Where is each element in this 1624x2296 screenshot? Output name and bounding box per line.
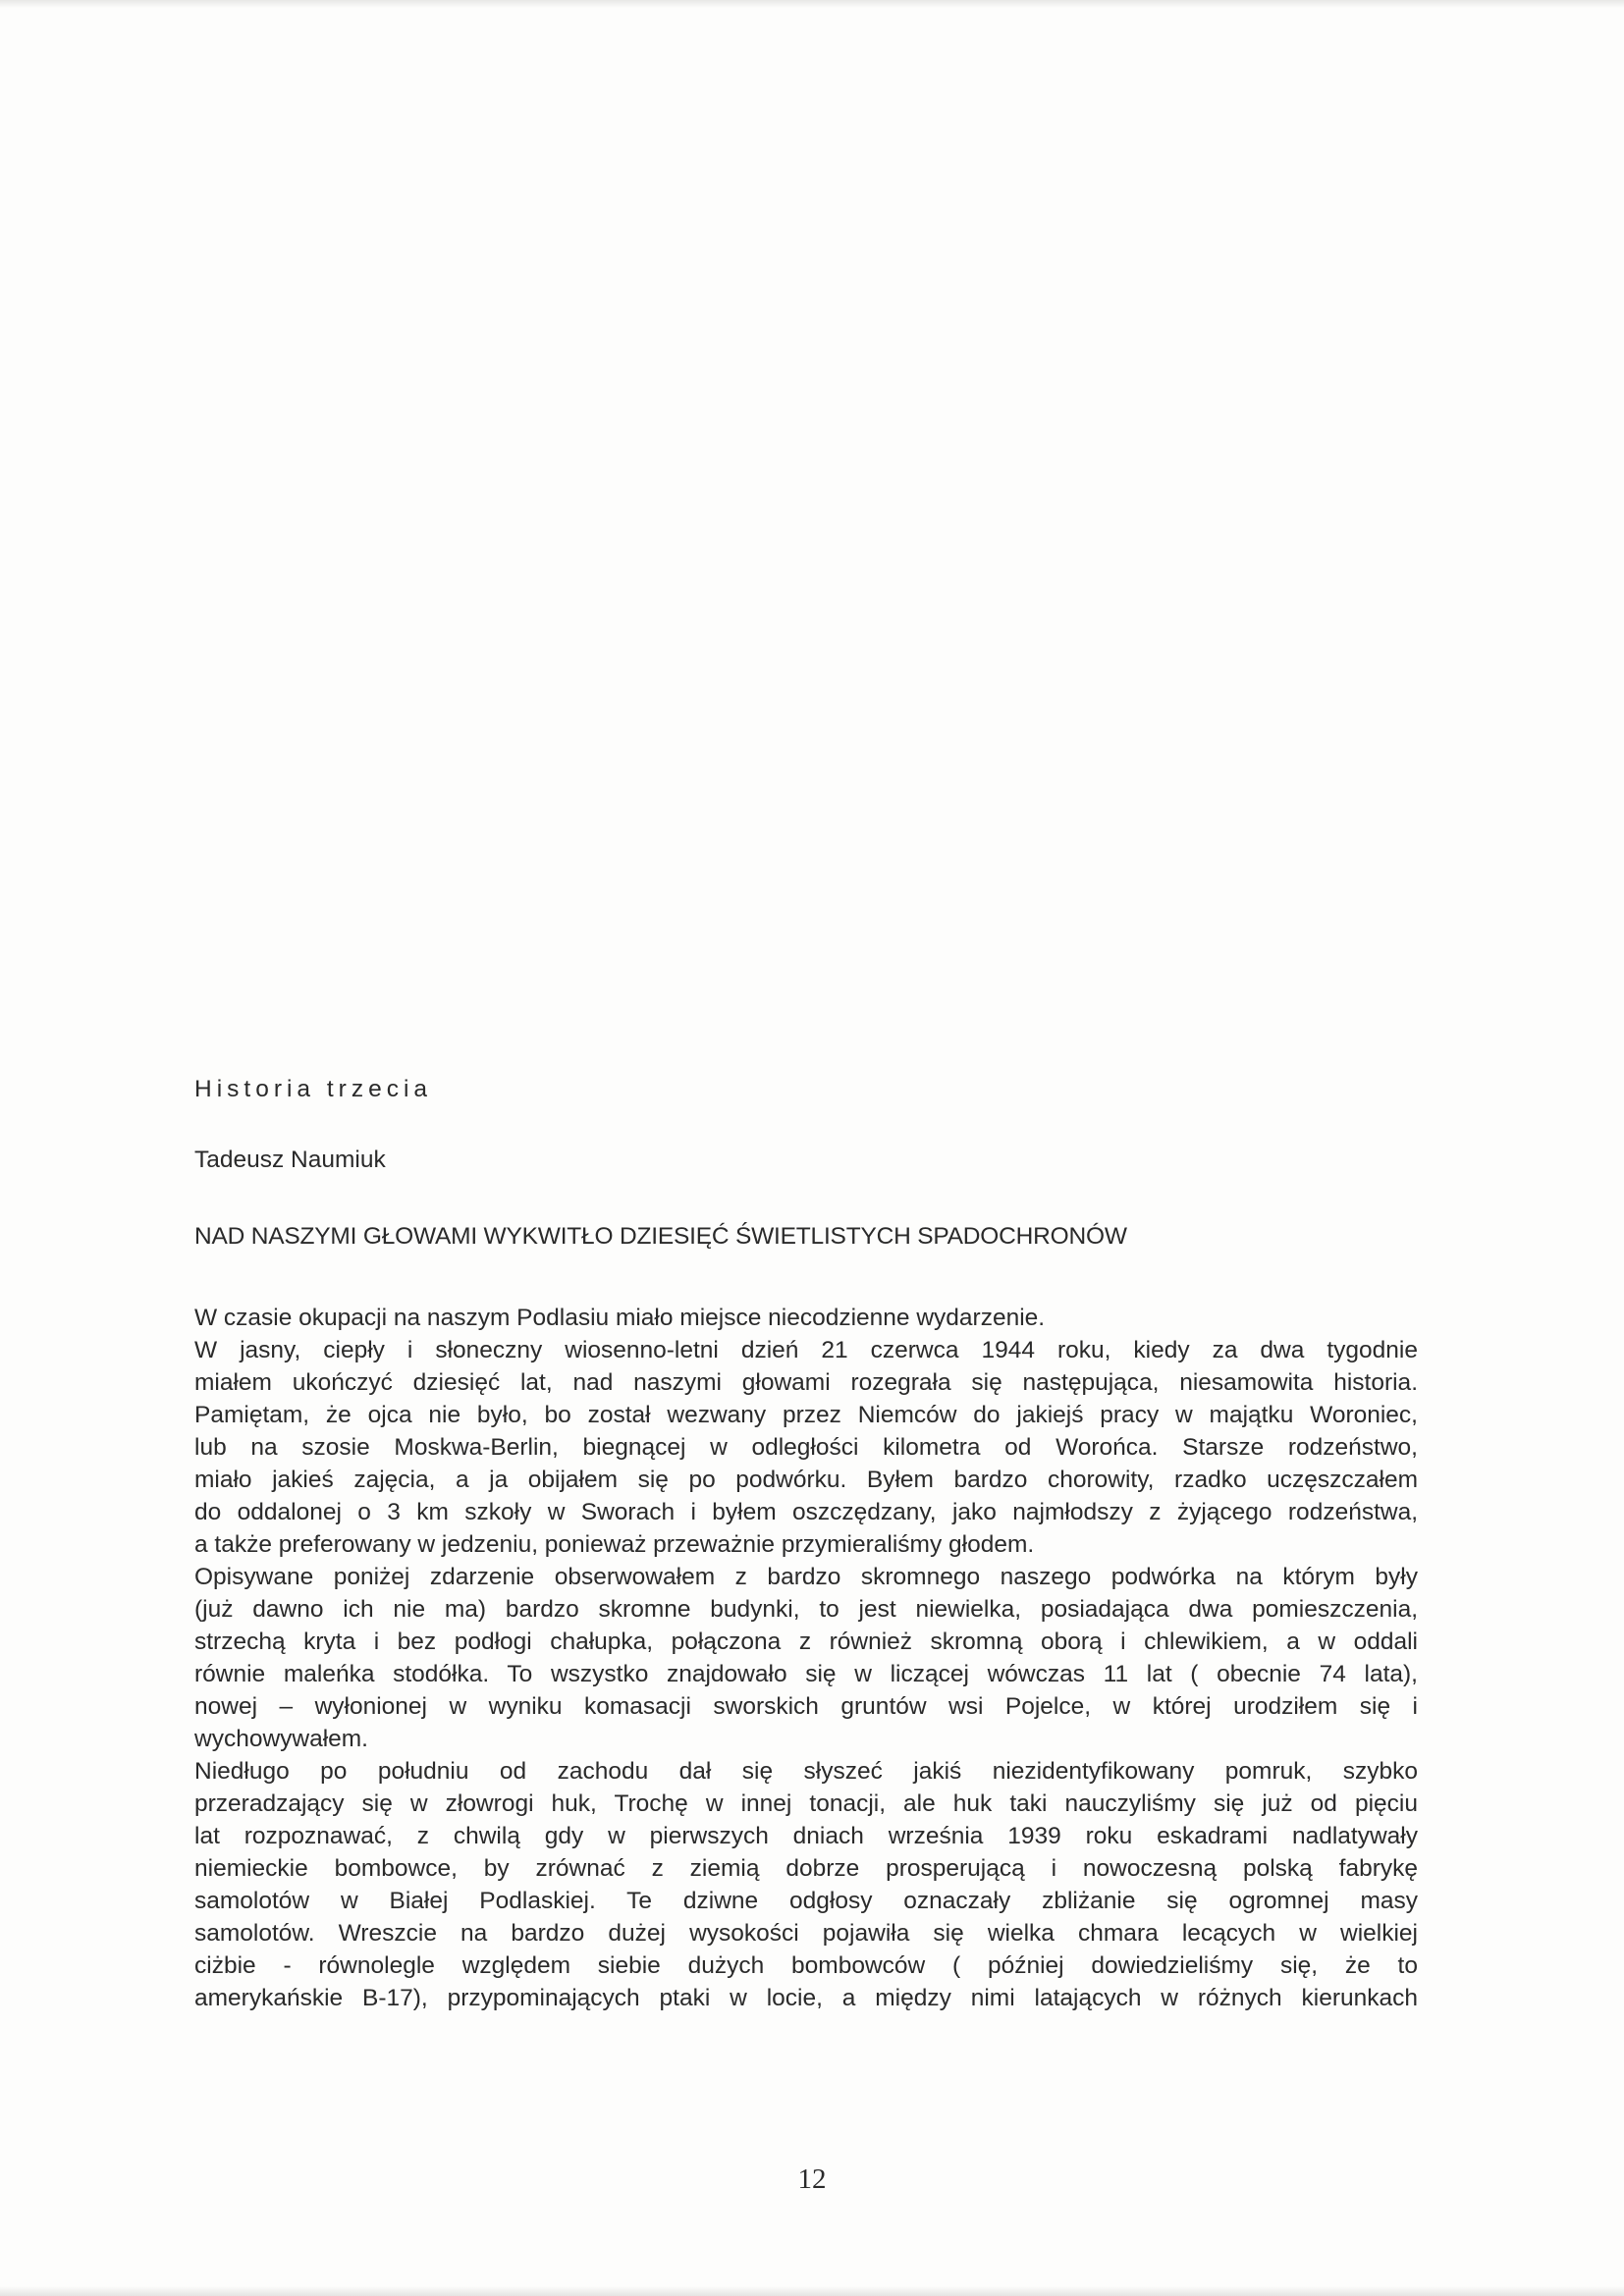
body-line: strzechą kryta i bez podłogi chałupka, połączona z również skromną oborą i chlewikiem, a w oddali (194, 1629, 1418, 1655)
body-line: amerykańskie B-17), przypominających ptaki w locie, a między nimi latających w różnych kierunkach (194, 1985, 1418, 2011)
body-line: Pamiętam, że ojca nie było, bo został wezwany przez Niemców do jakiejś pracy w majątku Woroniec, (194, 1402, 1418, 1428)
body-line: do oddalonej o 3 km szkoły w Sworach i byłem oszczędzany, jako najmłodszy z żyjącego rodzeństwa, (194, 1499, 1418, 1525)
page-content (194, 1072, 1418, 2014)
body-line: lat rozpoznawać, z chwilą gdy w pierwszych dniach września 1939 roku eskadrami nadlatywały (194, 1823, 1418, 1849)
body-line: równie maleńka stodółka. To wszystko znajdowało się w liczącej wówczas 11 lat ( obecnie 74 lata), (194, 1661, 1418, 1687)
body-line: miałem ukończyć dziesięć lat, nad naszymi głowami rozegrała się następująca, niesamowita historia. (194, 1369, 1418, 1396)
body-line: niemieckie bombowce, by zrównać z ziemią dobrze prosperującą i nowoczesną polską fabrykę (194, 1855, 1418, 1882)
body-line: miało jakieś zajęcia, a ja obijałem się po podwórku. Byłem bardzo chorowity, rzadko uczęszczałem (194, 1467, 1418, 1493)
scan-edge-top (0, 0, 1624, 8)
body-line: nowej – wyłonionej w wyniku komasacji sworskich gruntów wsi Pojelce, w której urodziłem się i (194, 1693, 1418, 1720)
scan-edge-bottom (0, 2286, 1624, 2296)
story-title: NAD NASZYMI GŁOWAMI WYKWITŁO DZIESIĘĆ ŚWIETLISTYCH SPADOCHRONÓW (194, 1223, 1127, 1250)
page-number: 12 (797, 2163, 827, 2195)
series-label: Historia trzecia (194, 1076, 433, 1102)
body-line: lub na szosie Moskwa-Berlin, biegnącej w odległości kilometra od Worońca. Starsze rodzeństwo, (194, 1434, 1418, 1461)
body-line: wychowywałem. (194, 1726, 368, 1752)
body-line: samolotów w Białej Podlaskiej. Te dziwne odgłosy oznaczały zbliżanie się ogromnej masy (194, 1888, 1418, 1914)
body-line: W czasie okupacji na naszym Podlasiu miało miejsce niecodzienne wydarzenie. (194, 1305, 1046, 1331)
body-line: a także preferowany w jedzeniu, ponieważ przeważnie przymieraliśmy głodem. (194, 1531, 1035, 1558)
body-line: przeradzający się w złowrogi huk, Trochę w innej tonacji, ale huk taki nauczyliśmy się już od pięciu (194, 1790, 1418, 1817)
body-line: (już dawno ich nie ma) bardzo skromne budynki, to jest niewielka, posiadająca dwa pomieszczenia, (194, 1596, 1418, 1623)
body-line: ciżbie - równolegle względem siebie dużych bombowców ( później dowiedzieliśmy się, że to (194, 1952, 1418, 1979)
author-name: Tadeusz Naumiuk (194, 1147, 386, 1173)
body-line: Niedługo po południu od zachodu dał się słyszeć jakiś niezidentyfikowany pomruk, szybko (194, 1758, 1418, 1785)
body-text (194, 1302, 1418, 2014)
body-line: W jasny, ciepły i słoneczny wiosenno-letni dzień 21 czerwca 1944 roku, kiedy za dwa tygodnie (194, 1337, 1418, 1363)
body-line: Opisywane poniżej zdarzenie obserwowałem z bardzo skromnego naszego podwórka na którym były (194, 1564, 1418, 1590)
body-line: samolotów. Wreszcie na bardzo dużej wysokości pojawiła się wielka chmara lecących w wielkiej (194, 1920, 1418, 1947)
